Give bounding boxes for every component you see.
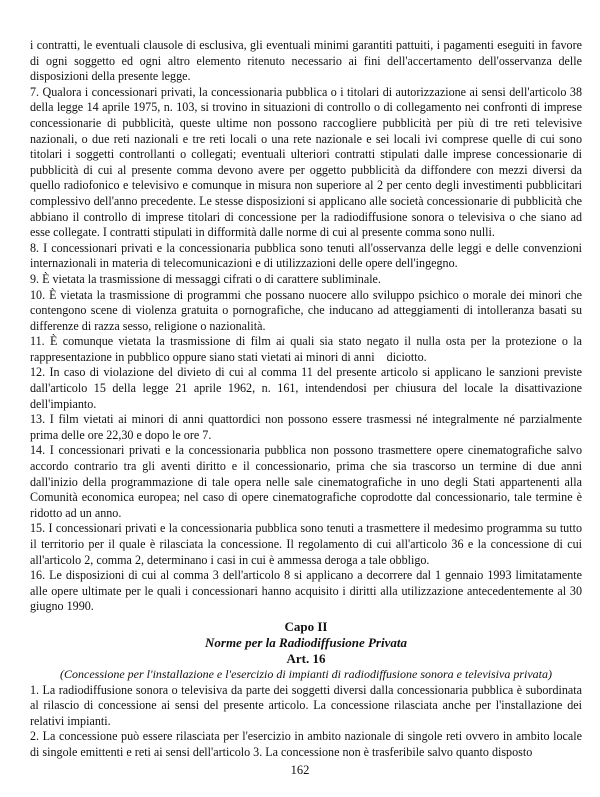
article-caption: (Concessione per l'installazione e l'esercizio di impianti di radiodiffusione sonora e televisiva privata) (60, 666, 552, 681)
paragraph-art16-comma-1: 1. La radiodiffusione sonora o televisiva da parte dei soggetti diversi dalla concessionaria pubblica è subordinata al rilascio di concessione ai sensi del presente articolo. La concessione rilasciata anche per l'installazione dei relativi impianti. (30, 682, 582, 728)
page-number: 162 (290, 763, 310, 777)
paragraph-art16-comma-2: 2. La concessione può essere rilasciata per l'esercizio in ambito nazionale di singole reti ovvero in ambito locale di singole emittenti e reti ai sensi dell'articolo 3. La concessione non è trasferibile salvo quanto disposto (30, 729, 582, 759)
chapter-subtitle: Norme per la Radiodiffusione Privata (205, 634, 407, 650)
paragraph-comma-15: 15. I concessionari privati e la concessionaria pubblica sono tenuti a trasmettere il medesimo programma su tutto il territorio per il quale è rilasciata la concessione. Il regolamento di cui all'articolo 36 e la concessione di cui all'articolo 2, comma 2, determinano i casi in cui è ammessa deroga a tale obbligo. (30, 521, 582, 567)
paragraph-comma-16: 16. Le disposizioni di cui al comma 3 dell'articolo 8 si applicano a decorrere dal 1 gennaio 1993 limitatamente alle opere ultimate per le quali i concessionari hanno acquisito i diritti alla utilizzazione antecedentemente al 30 giugno 1990. (30, 568, 582, 614)
chapter-title: Capo II (284, 618, 328, 634)
paragraph-comma-12: 12. In caso di violazione del divieto di cui al comma 11 del presente articolo si applicano le sanzioni previste dall'articolo 15 della legge 21 aprile 1962, n. 161, intendendosi per chiusura del locale la disattivazione dell'impianto. (30, 365, 582, 411)
paragraph-comma-9: 9. È vietata la trasmissione di messaggi cifrati o di carattere subliminale. (30, 271, 381, 286)
paragraph-comma-8: 8. I concessionari privati e la concessionaria pubblica sono tenuti all'osservanza delle leggi e delle convenzioni internazionali in materia di telecomunicazioni e di utilizzazioni delle opere dell'ingegno. (30, 240, 582, 271)
article-title: Art. 16 (286, 650, 326, 666)
paragraph-comma-10: 10. È vietata la trasmissione di programmi che possano nuocere allo sviluppo psichico o morale dei minori che contengono scene di violenza gratuita o pornografiche, che inducano ad atteggiamenti di intolleranza basati su differenze di razza sesso, religione o nazionalità. (30, 287, 582, 333)
paragraph-comma-14: 14. I concessionari privati e la concessionaria pubblica non possono trasmettere opere cinematografiche salvo accordo contrario tra gli aventi diritto e il concessionario, prima che sia trascorso un termine di due anni dall'inizio della programmazione di tale opera nelle sale cinematografiche in uno degli Stati appartenenti alla Comunità economica europea; nel caso di opere cinematografiche coprodotte dal concessionario, tale termine è ridotto ad un anno. (30, 443, 582, 520)
paragraph-continuation: i contratti, le eventuali clausole di esclusiva, gli eventuali minimi garantiti pattuiti, i pagamenti eseguiti in favore di ogni soggetto ed ogni altro elemento ritenuto necessario ai fini dell'accertamento dell'osservanza delle disposizioni della presente legge. (30, 38, 582, 84)
paragraph-comma-13: 13. I film vietati ai minori di anni quattordici non possono essere trasmessi né integralmente né parzialmente prima delle ore 22,30 e dopo le ore 7. (30, 412, 582, 442)
paragraph-comma-7: 7. Qualora i concessionari privati, la concessionaria pubblica o i titolari di autorizzazione ai sensi dell'articolo 38 della legge 14 aprile 1975, n. 103, si trovino in situazioni di controllo o di collegamento nei confronti di imprese concessionarie di pubblicità, queste ultime non possono raccogliere pubblicità per più di tre reti televisive nazionali, o due reti nazionali e tre reti locali o una rete nazionale e sei locali ivi comprese quelle di cui sono titolari i soggetti controllanti o collegati; eventuali ulteriori contratti stipulati dalle imprese concessionarie di pubblicità di cui al presente comma devono avere per oggetto pubblicità da diffondere con mezzi diversi da quello radiofonico e televisivo e comunque in misura non superiore al 2 per cento degli investimenti pubblicitari complessivo dell'anno precedente. Le stesse disposizioni si applicano alle società concessionarie di pubblicità che abbiano il controllo di imprese titolari di concessione per la radiodiffusione sonora o televisiva o che siano ad esse collegate. I contratti stipulati in difformità dalle norme di cui al presente comma sono nulli. (30, 84, 582, 240)
paragraph-comma-11: 11. È comunque vietata la trasmissione di film ai quali sia stato negato il nulla osta per la protezione o la rappresentazione in pubblico oppure siano stati vietati ai minori di anni diciotto. (30, 334, 586, 364)
page-body (30, 38, 586, 761)
